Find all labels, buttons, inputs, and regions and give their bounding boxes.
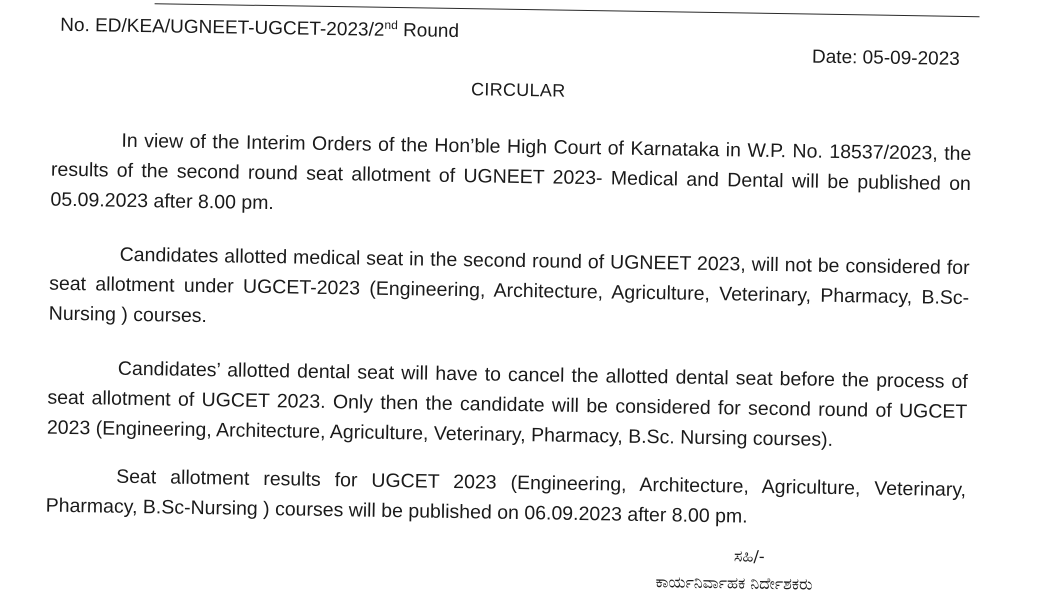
- circular-title: CIRCULAR: [470, 79, 566, 101]
- circular-date: Date: 05-09-2023: [811, 46, 960, 70]
- reference-superscript: nd: [384, 17, 398, 33]
- signature-signed: ಸಹಿ/-: [733, 546, 765, 566]
- signature-designation: ಕಾರ್ಯನಿರ್ವಾಹಕ ನಿರ್ದೇಶಕರು: [655, 572, 813, 594]
- paragraph-dental-seat: Candidates’ allotted dental seat will have to cancel the allotted dental seat before the process of seat allotment of UGCET 2023. Only then the candidate will be considered for second round of UGCET 2023 (Engineering, Architecture, Agriculture, Veterinary, Pharmacy, B.Sc. Nursing courses).: [46, 357, 968, 451]
- reference-prefix: No. ED/KEA/UGNEET-UGCET-2023/2: [60, 14, 385, 41]
- reference-number: [60, 13, 459, 43]
- reference-suffix: Round: [397, 20, 460, 43]
- paragraph-interim-orders: In view of the Interim Orders of the Hon’ble High Court of Karnataka in W.P. No. 18537/2023, the results of the second round seat allotment of UGNEET 2023- Medical and Dental will be published on 05.09.2023 after 8.00 pm.: [50, 129, 972, 214]
- paragraph-medical-seat: Candidates allotted medical seat in the second round of UGNEET 2023, will not be considered for seat allotment under UGCET-2023 (Engineering, Architecture, Agriculture, Veterinary, Pharmacy, B.Sc-Nursing ) courses.: [48, 243, 970, 327]
- paragraph-ugcet-results: Seat allotment results for UGCET 2023 (Engineering, Architecture, Agriculture, Veterinary, Pharmacy, B.Sc-Nursing ) courses will be published on 06.09.2023 after 8.00 pm.: [45, 465, 967, 528]
- top-rule-divider: [155, 3, 980, 17]
